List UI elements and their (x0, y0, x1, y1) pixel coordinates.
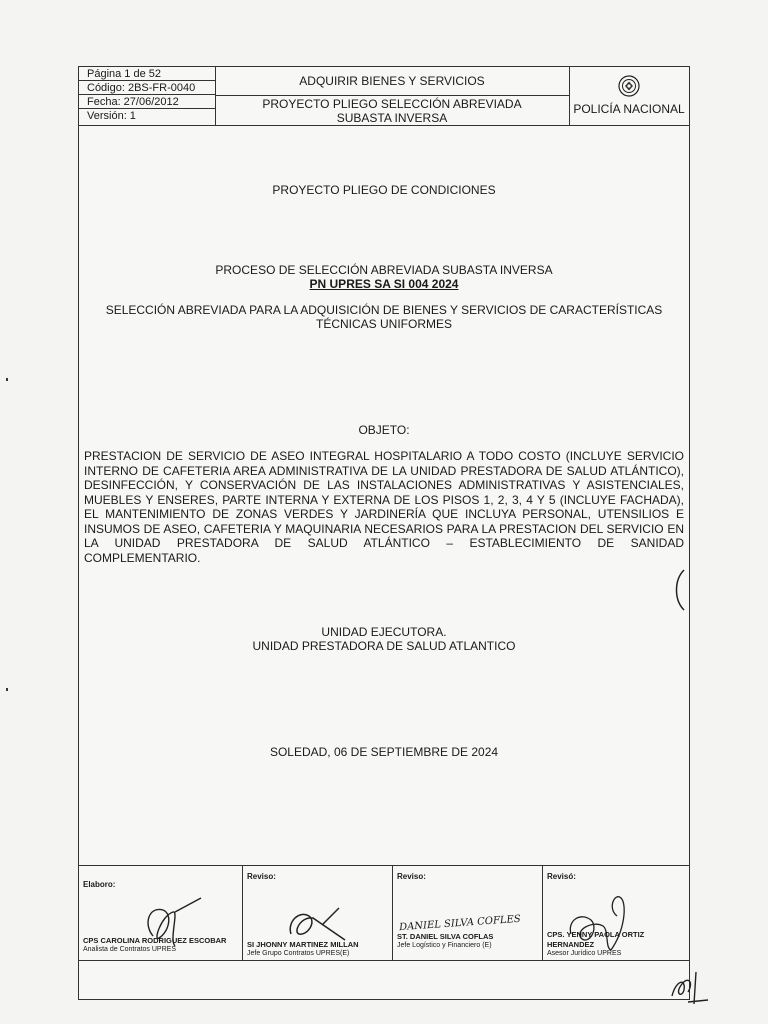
signature-position: Jefe Logístico y Financiero (E) (397, 942, 492, 949)
header-subtitle-line2: SUBASTA INVERSA (336, 111, 448, 125)
margin-bracket-mark-icon (670, 568, 690, 612)
initials-mark-icon (668, 968, 712, 1006)
handwritten-signature: DANIEL SILVA COFLES (398, 913, 522, 934)
signature-role: Revisó: (547, 872, 576, 881)
document-version: Versión: 1 (87, 110, 136, 122)
signature-name: ST. DANIEL SILVA COFLAS (397, 932, 494, 941)
signature-position: Asesor Jurídico UPRES (547, 950, 622, 957)
document-meta (79, 67, 216, 125)
police-seal-icon (618, 75, 640, 97)
signature-name: CPS CAROLINA RODRIGUEZ ESCOBAR (83, 936, 227, 945)
signature-cell-reviso-1 (243, 866, 393, 960)
process-description-line1: SELECCIÓN ABREVIADA PARA LA ADQUISICIÓN DE BIENES Y SERVICIOS DE CARACTERÍSTICAS (105, 303, 663, 317)
signature-position: Analista de Contratos UPRES (83, 946, 176, 953)
place-date: SOLEDAD, 06 DE SEPTIEMBRE DE 2024 (269, 745, 499, 759)
unit-line1: UNIDAD EJECUTORA. (321, 625, 447, 639)
header-title: ADQUIRIR BIENES Y SERVICIOS (215, 67, 569, 96)
page-number: Página 1 de 52 (79, 67, 215, 81)
document-header (79, 67, 689, 126)
scan-speck (6, 688, 8, 691)
process-line: PROCESO DE SELECCIÓN ABREVIADA SUBASTA INVERSA (215, 263, 553, 277)
org-name: POLICÍA NACIONAL (573, 102, 685, 116)
header-subtitle (215, 96, 569, 125)
scan-speck (6, 378, 8, 381)
signature-role: Reviso: (247, 872, 276, 881)
signature-role: Elaboro: (83, 880, 116, 889)
signature-cell-elaboro (79, 866, 243, 960)
signature-cell-reviso-2 (393, 866, 543, 960)
signature-position: Jefe Grupo Contratos UPRES(E) (247, 950, 350, 957)
signature-role: Reviso: (397, 872, 426, 881)
header-title-block (215, 67, 570, 125)
handwritten-signature-icon (283, 904, 353, 942)
signature-name: SI JHONNY MARTINEZ MILLAN (247, 940, 359, 949)
objeto-text: PRESTACION DE SERVICIO DE ASEO INTEGRAL HOSPITALARIO A TODO COSTO (INCLUYE SERVICIO INTERNO DE CAFETERIA AREA ADMINISTRATIVA DE LA UNIDAD PRESTADORA DE SALUD ATLÁNTICO), DESINFECCIÓN, Y CONSERVACIÓN DE LAS INSTALACIONES ADMINISTRATIVAS Y ASISTENCIALES, MUEBLES Y ENSERES, PARTE INTERNA Y EXTERNA DE LOS PISOS 1, 2, 3, 4 Y 5 (INCLUYE FACHADA), EL MANTENIMIENTO DE ZONAS VERDES Y JARDINERÍA QUE INCLUYA PERSONAL, UTENSILIOS E INSUMOS DE ASEO, CAFETERIA Y MAQUINARIA NECESARIOS PARA LA PRESTACION DEL SERVICIO EN LA UNIDAD PRESTADORA DE SALUD ATLÁNTICO – ESTABLECIMIENTO DE SANIDAD COMPLEMENTARIO. (84, 449, 684, 565)
org-logo-block (569, 67, 689, 125)
signature-cell-reviso-3 (543, 866, 689, 960)
document-code: Código: 2BS-FR-0040 (79, 81, 215, 95)
objeto-label: OBJETO: (358, 423, 410, 437)
document-title: PROYECTO PLIEGO DE CONDICIONES (272, 183, 496, 197)
document-date: Fecha: 27/06/2012 (79, 95, 215, 109)
process-code: PN UPRES SA SI 004 2024 (309, 277, 459, 291)
process-description-line2: TÉCNICAS UNIFORMES (315, 317, 452, 331)
signature-name-line2: HERNANDEZ (547, 940, 595, 949)
header-subtitle-line1: PROYECTO PLIEGO SELECCIÓN ABREVIADA (262, 97, 522, 111)
document-page (78, 66, 690, 1000)
signature-name-line1: CPS. YENNY PAOLA ORTIZ (547, 930, 645, 939)
unit-line2: UNIDAD PRESTADORA DE SALUD ATLANTICO (252, 639, 516, 653)
signature-table (79, 865, 689, 961)
